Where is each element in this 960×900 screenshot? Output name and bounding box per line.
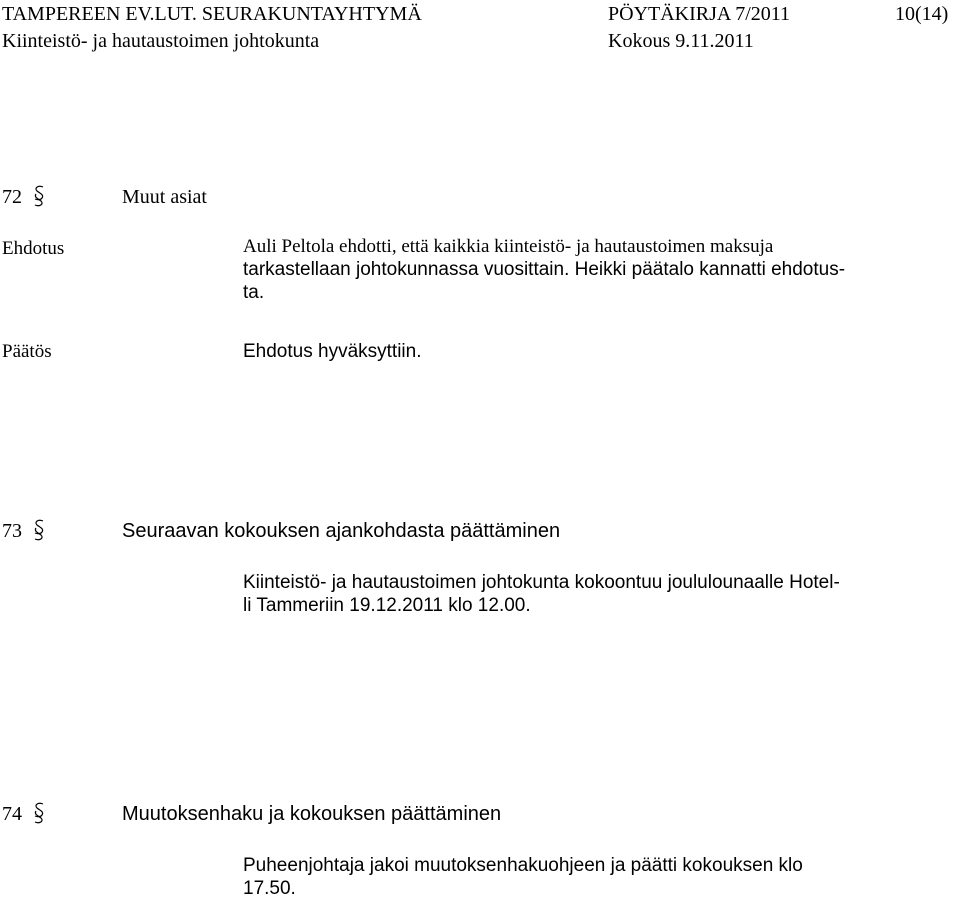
section-sign-icon [32, 518, 46, 542]
proposal-text [243, 235, 845, 304]
decision-text: Ehdotus hyväksyttiin. [243, 341, 422, 362]
section-sign-icon [32, 184, 46, 208]
board-name: Kiinteistö- ja hautaustoimen johtokunta [2, 30, 320, 52]
section-sign-icon [32, 801, 46, 825]
decision-label: Päätös [2, 341, 52, 362]
body-line: 17.50. [243, 878, 296, 899]
proposal-label: Ehdotus [2, 238, 65, 259]
document-title: PÖYTÄKIRJA 7/2011 [608, 3, 791, 25]
section-body [243, 571, 840, 617]
section-number: 73 [2, 520, 22, 542]
body-line: li Tammeriin 19.12.2011 klo 12.00. [243, 595, 531, 616]
body-line: Puheenjohtaja jakoi muutoksenhakuohjeen ja päätti kokouksen klo [243, 855, 803, 876]
section-title: Seuraavan kokouksen ajankohdasta päättäminen [122, 520, 561, 542]
section-number: 72 [2, 186, 22, 208]
section-body [243, 854, 803, 900]
proposal-line: ta. [243, 282, 265, 303]
proposal-line: tarkastellaan johtokunnassa vuosittain. Heikki päätalo kannatti ehdotus- [243, 259, 846, 280]
meeting-date: Kokous 9.11.2011 [608, 30, 754, 52]
section-number: 74 [2, 803, 22, 825]
body-line: Kiinteistö- ja hautaustoimen johtokunta kokoontuu joululounaalle Hotel- [243, 572, 840, 593]
section-title: Muut asiat [122, 186, 207, 208]
proposal-line: Auli Peltola ehdotti, että kaikkia kiinteistö- ja hautaustoimen maksuja [243, 236, 774, 257]
section-title: Muutoksenhaku ja kokouksen päättäminen [122, 803, 502, 825]
page-number: 10(14) [895, 3, 949, 25]
organization-name: TAMPEREEN EV.LUT. SEURAKUNTAYHTYMÄ [2, 3, 422, 25]
